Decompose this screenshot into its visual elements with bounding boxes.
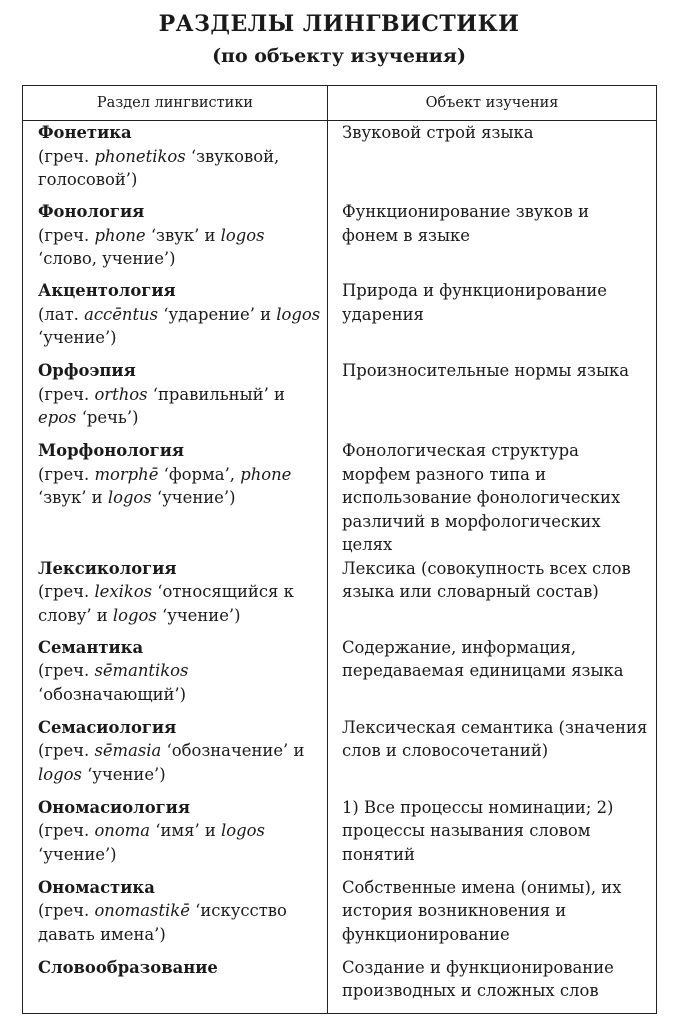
table-row (23, 796, 657, 876)
section-etymology: (греч. onoma ‘имя’ и logos ‘учение’) (38, 821, 265, 864)
source-word: logos (107, 488, 152, 507)
source-word: logos (276, 304, 321, 324)
section-term: Словообразование (38, 957, 218, 977)
section-term: Ономастика (38, 877, 155, 897)
section-etymology: (греч. morphē ‘форма’, phone ‘звук’ и logos ‘учение’) (38, 464, 292, 507)
object-text: Функционирование звуков и фонем в языке (342, 202, 590, 245)
column-header-object: Объект изучения (328, 86, 657, 121)
table-row (23, 121, 657, 201)
source-word: epos (38, 408, 77, 427)
source-word: onoma (94, 821, 151, 840)
section-cell (23, 200, 328, 279)
section-etymology: (греч. lexikos ‘относящийся к слову’ и logos ‘учение’) (38, 582, 294, 625)
table-row (23, 200, 657, 279)
section-etymology: (греч. onomastikē ‘искусство давать имена’) (38, 901, 287, 944)
section-etymology: (греч. sēmasia ‘обозначение’ и logos ‘учение’) (38, 741, 305, 784)
section-term: Морфонология (38, 441, 184, 460)
section-cell (23, 956, 328, 1014)
object-cell (328, 279, 657, 359)
section-cell (23, 439, 328, 557)
source-word: phone (94, 225, 146, 245)
object-cell (328, 359, 657, 439)
source-word: phonetikos (94, 146, 186, 166)
source-word: sēmantikos (94, 661, 189, 680)
source-word: onomastikē (94, 901, 190, 920)
object-text: Лексика (совокупность всех слов языка или словарный состав) (342, 558, 631, 601)
object-cell (328, 557, 657, 636)
section-term: Лексикология (38, 558, 177, 578)
object-cell (328, 200, 657, 279)
section-term: Семасиология (38, 717, 177, 737)
page-title: РАЗДЕЛЫ ЛИНГВИСТИКИ (158, 11, 520, 37)
column-header-section: Раздел лингвистики (23, 86, 328, 121)
section-cell (23, 557, 328, 636)
table-row (23, 439, 657, 557)
source-word: lexikos (94, 582, 153, 601)
linguistics-table (22, 85, 657, 1014)
section-term: Ономасиология (38, 797, 190, 817)
section-term: Орфоэпия (38, 361, 136, 380)
object-cell (328, 876, 657, 956)
section-term: Акцентология (38, 281, 176, 300)
section-etymology: (лат. accēntus ‘ударение’ и logos ‘учение’) (38, 304, 321, 347)
table-row (23, 636, 657, 716)
object-cell (328, 956, 657, 1014)
section-term: Семантика (38, 637, 144, 657)
section-cell (23, 876, 328, 956)
object-text: Собственные имена (онимы), их история возникновения и функционирование (342, 877, 622, 944)
section-cell (23, 716, 328, 796)
section-etymology: (греч. sēmantikos ‘обозначающий’) (38, 661, 189, 704)
page-subtitle: (по объекту изучения) (212, 45, 466, 67)
object-text: Звуковой строй языка (342, 123, 534, 142)
table-row (23, 876, 657, 956)
section-cell (23, 121, 328, 201)
section-term: Фонология (38, 202, 145, 221)
section-cell (23, 359, 328, 439)
section-etymology: (греч. orthos ‘правильный’ и epos ‘речь’) (38, 384, 285, 427)
object-text: Природа и функционирование ударения (342, 281, 608, 324)
section-term: Фонетика (38, 123, 132, 142)
table-header-row (23, 86, 657, 121)
object-cell (328, 716, 657, 796)
section-etymology: (греч. phonetikos ‘звуковой, голосовой’) (38, 146, 280, 189)
table-row (23, 956, 657, 1014)
section-cell (23, 279, 328, 359)
source-word: accēntus (84, 304, 159, 324)
table-row (23, 359, 657, 439)
object-text: Создание и функционирование производных и сложных слов (342, 957, 614, 1000)
source-word: logos (221, 821, 265, 840)
table-row (23, 279, 657, 359)
object-cell (328, 796, 657, 876)
object-cell (328, 636, 657, 716)
object-text: Произносительные нормы языка (342, 361, 630, 380)
source-word: logos (220, 225, 265, 245)
table-body (23, 121, 657, 1014)
source-word: logos (112, 605, 157, 625)
table-row (23, 716, 657, 796)
object-text: 1) Все процессы номинации; 2) процессы называния словом понятий (342, 797, 614, 864)
section-etymology: (греч. phone ‘звук’ и logos ‘слово, учение’) (38, 225, 265, 268)
section-cell (23, 636, 328, 716)
source-word: sēmasia (94, 741, 162, 760)
source-word: phone (240, 464, 292, 484)
object-text: Лексическая семантика (значения слов и словосочетаний) (342, 717, 648, 760)
source-word: orthos (94, 384, 148, 404)
object-text: Содержание, информация, передаваемая единицами языка (342, 637, 624, 680)
object-text: Фонологическая структура морфем разного типа и использование фонологических различий в морфологических целях (342, 441, 621, 554)
section-cell (23, 796, 328, 876)
object-cell (328, 121, 657, 201)
source-word: morphē (94, 464, 159, 484)
table-row (23, 557, 657, 636)
object-cell (328, 439, 657, 557)
source-word: logos (38, 764, 82, 784)
